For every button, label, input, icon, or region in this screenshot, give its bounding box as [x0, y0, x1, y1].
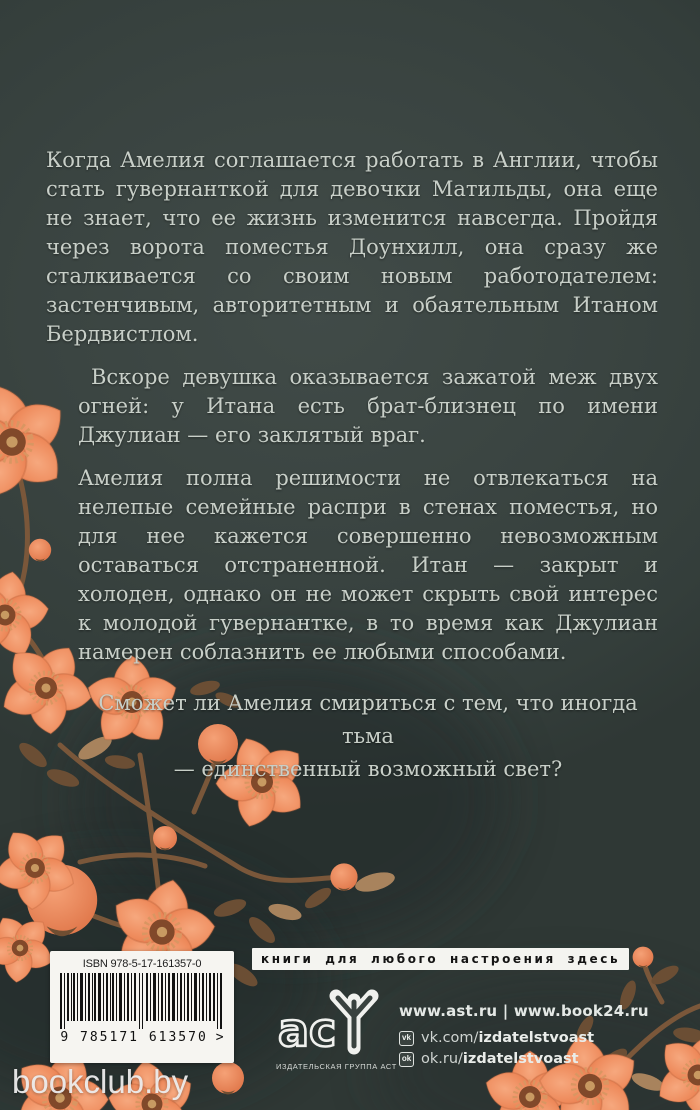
ast-logo-graphic: [276, 974, 392, 1056]
publisher-websites: www.ast.ru | www.book24.ru: [399, 1002, 649, 1020]
isbn-barcode-label: [50, 951, 234, 1063]
ast-group-label: ИЗДАТЕЛЬСКАЯ ГРУППА АСТ: [276, 1062, 397, 1071]
ok-link: [421, 1051, 579, 1067]
closing-question: [78, 687, 658, 786]
annotation-paragraph: Амелия полна решимости не отвлекаться на нелепые семейные распри в стенах поместья, но для нее кажется совершенно невозможным оставаться отстраненной. Итан — закрыт и холоден, однако он не может скрыть свой интерес к молодой гувернантке, в то время как Джулиан намерен соблазнить ее любыми способами.: [78, 466, 658, 664]
isbn-number: ISBN 978-5-17-161357-0: [82, 958, 202, 970]
annotation-text: [46, 146, 658, 786]
annotation-paragraph: Вскоре девушка оказывается зажатой меж двух огней: у Итана есть брат-близнец по имени Джулиан — его заклятый враг.: [78, 365, 658, 447]
ast-logo: [276, 974, 397, 1071]
closing-line: — единственный возможный свет?: [173, 757, 563, 781]
annotation-paragraph: Когда Амелия соглашается работать в Англии, чтобы стать гувернанткой для девочки Матильды, она еще не знает, что ее жизнь изменится навсегда. Пройдя через ворота поместья Доунхилл, она сразу же сталкивается со своим новым работодателем: застенчивым, авторитетным и обаятельным Итаном Бердвистлом.: [46, 148, 658, 346]
barcode-digits: 9 785171 613570: [60, 1030, 208, 1045]
bookclub-watermark: bookclub.by: [12, 1063, 189, 1100]
publisher-links: [399, 1002, 649, 1067]
closing-line: Сможет ли Амелия смириться с тем, что иногда тьма: [98, 691, 638, 748]
barcode-arrow: >: [215, 1030, 224, 1045]
ast-logo-letters: ас: [278, 1003, 337, 1056]
ok-icon: ok: [399, 1052, 414, 1067]
vk-link-row: [399, 1030, 649, 1046]
ok-link-row: [399, 1051, 649, 1067]
vk-link: [421, 1030, 594, 1046]
publisher-tagline: книги для любого настроения здесь: [252, 948, 629, 970]
vk-handle: izdatelstvoast: [478, 1030, 595, 1046]
ok-prefix: ok.ru/: [421, 1051, 463, 1067]
ast-cactus-icon: [336, 996, 372, 1048]
ok-handle: izdatelstvoast: [462, 1051, 579, 1067]
vk-prefix: vk.com/: [421, 1030, 479, 1046]
barcode: [60, 973, 224, 1029]
vk-icon: vk: [399, 1031, 414, 1046]
